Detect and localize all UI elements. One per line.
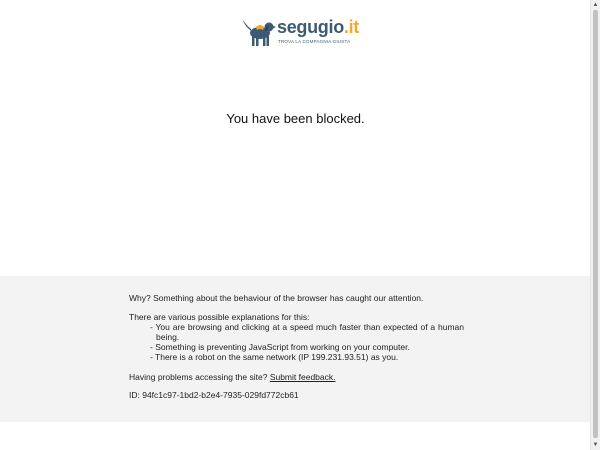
logo-wordmark: segugio.it	[277, 17, 360, 37]
list-item: - You are browsing and clicking at a speed much faster than expected of a human being.	[150, 322, 464, 342]
vertical-scrollbar[interactable]	[590, 0, 600, 450]
problems-text: Having problems accessing the site? Submit feedback.	[129, 372, 336, 382]
reasons-list	[129, 322, 464, 362]
why-text: Why? Something about the behaviour of the browser has caught our attention.	[129, 293, 424, 303]
list-item: - Something is preventing JavaScript from working on your computer.	[150, 342, 410, 352]
explanations-intro: There are various possible explanations for this:	[129, 312, 310, 322]
site-logo[interactable]	[240, 17, 360, 51]
scroll-up-arrow-icon[interactable]: ▲	[592, 2, 599, 8]
logo-tagline: TROVA LA COMPAGNIA GIUSTA	[278, 39, 351, 44]
submit-feedback-link[interactable]: Submit feedback.	[269, 372, 336, 382]
scroll-thumb[interactable]	[593, 10, 598, 438]
list-item: - There is a robot on the same network (IP 199.231.93.51) as you.	[150, 352, 399, 362]
info-panel	[0, 276, 591, 422]
dog-icon	[240, 17, 278, 49]
page-title: You have been blocked.	[226, 111, 365, 126]
block-id: ID: 94fc1c97-1bd2-b2e4-7935-029fd772cb61	[129, 390, 299, 400]
info-content	[129, 293, 464, 400]
scroll-down-arrow-icon[interactable]: ▼	[592, 442, 599, 448]
